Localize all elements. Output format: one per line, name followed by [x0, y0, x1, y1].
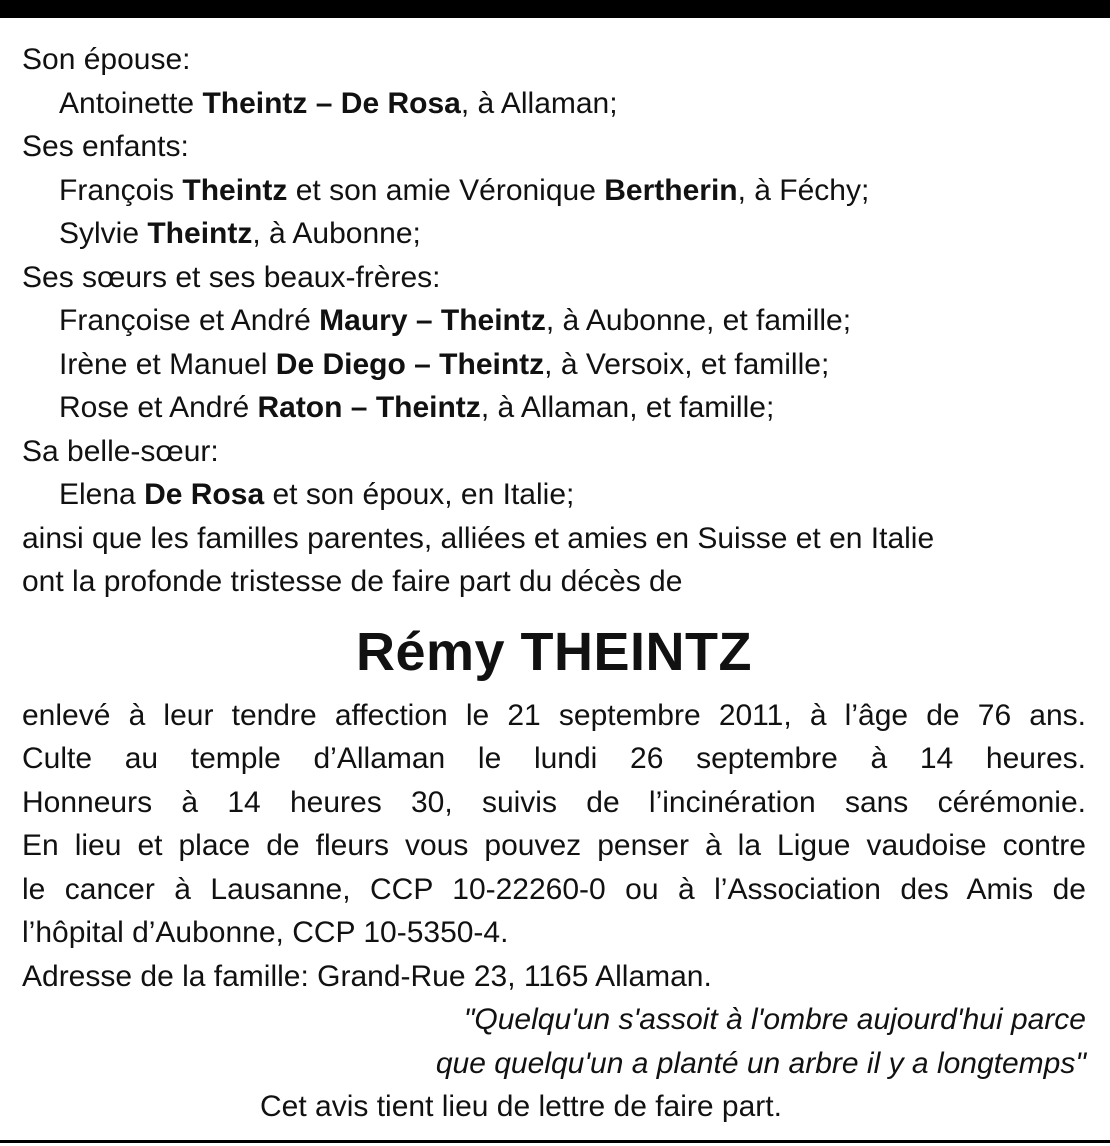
- details-line: enlevé à leur tendre affection le 21 septembre 2011, à l’âge de 76 ans.: [22, 698, 1086, 732]
- quote-line: "Quelqu'un s'assoit à l'ombre aujourd'hui parce: [463, 1003, 1086, 1036]
- child-entry: Sylvie Theintz, à Aubonne;: [59, 217, 421, 250]
- siblings-heading: Ses sœurs et ses beaux-frères:: [22, 260, 441, 294]
- family-address: Adresse de la famille: Grand-Rue 23, 1165 Allaman.: [22, 959, 712, 993]
- child-entry: François Theintz et son amie Véronique Bertherin, à Féchy;: [59, 173, 870, 207]
- spouse-name: Theintz – De Rosa: [202, 86, 461, 120]
- details-line: l’hôpital d’Aubonne, CCP 10-5350-4.: [22, 916, 509, 949]
- spouse-heading: Son épouse:: [22, 43, 191, 76]
- sister-in-law-heading: Sa belle-sœur:: [22, 434, 219, 468]
- sibling-entry: Irène et Manuel De Diego – Theintz, à Versoix, et famille;: [59, 347, 830, 381]
- details-line: En lieu et place de fleurs vous pouvez penser à la Ligue vaudoise contre: [22, 829, 1086, 862]
- closing-line: Cet avis tient lieu de lettre de faire part.: [260, 1090, 782, 1123]
- details-line: Honneurs à 14 heures 30, suivis de l’incinération sans cérémonie.: [22, 785, 1086, 819]
- extended-family-line: ainsi que les familles parentes, alliées et amies en Suisse et en Italie: [22, 521, 935, 555]
- announcement-line: ont la profonde tristesse de faire part du décès de: [22, 565, 683, 598]
- details-line: Culte au temple d’Allaman le lundi 26 septembre à 14 heures.: [22, 742, 1086, 775]
- deceased-name: Rémy THEINTZ: [355, 621, 753, 682]
- details-line: le cancer à Lausanne, CCP 10-22260-0 ou à l’Association des Amis de: [22, 872, 1086, 906]
- sibling-entry: Françoise et André Maury – Theintz, à Aubonne, et famille;: [59, 304, 852, 337]
- sister-in-law-entry: Elena De Rosa et son époux, en Italie;: [59, 478, 575, 511]
- spouse-entry: Antoinette Theintz – De Rosa, à Allaman;: [59, 86, 618, 120]
- obituary-notice: [22, 38, 1086, 1129]
- sibling-entry: Rose et André Raton – Theintz, à Allaman, et famille;: [59, 391, 775, 424]
- bottom-border: [0, 1140, 1110, 1143]
- top-border: [0, 0, 1110, 18]
- children-heading: Ses enfants:: [22, 130, 189, 163]
- quote-line: que quelqu'un a planté un arbre il y a longtemps": [435, 1046, 1086, 1080]
